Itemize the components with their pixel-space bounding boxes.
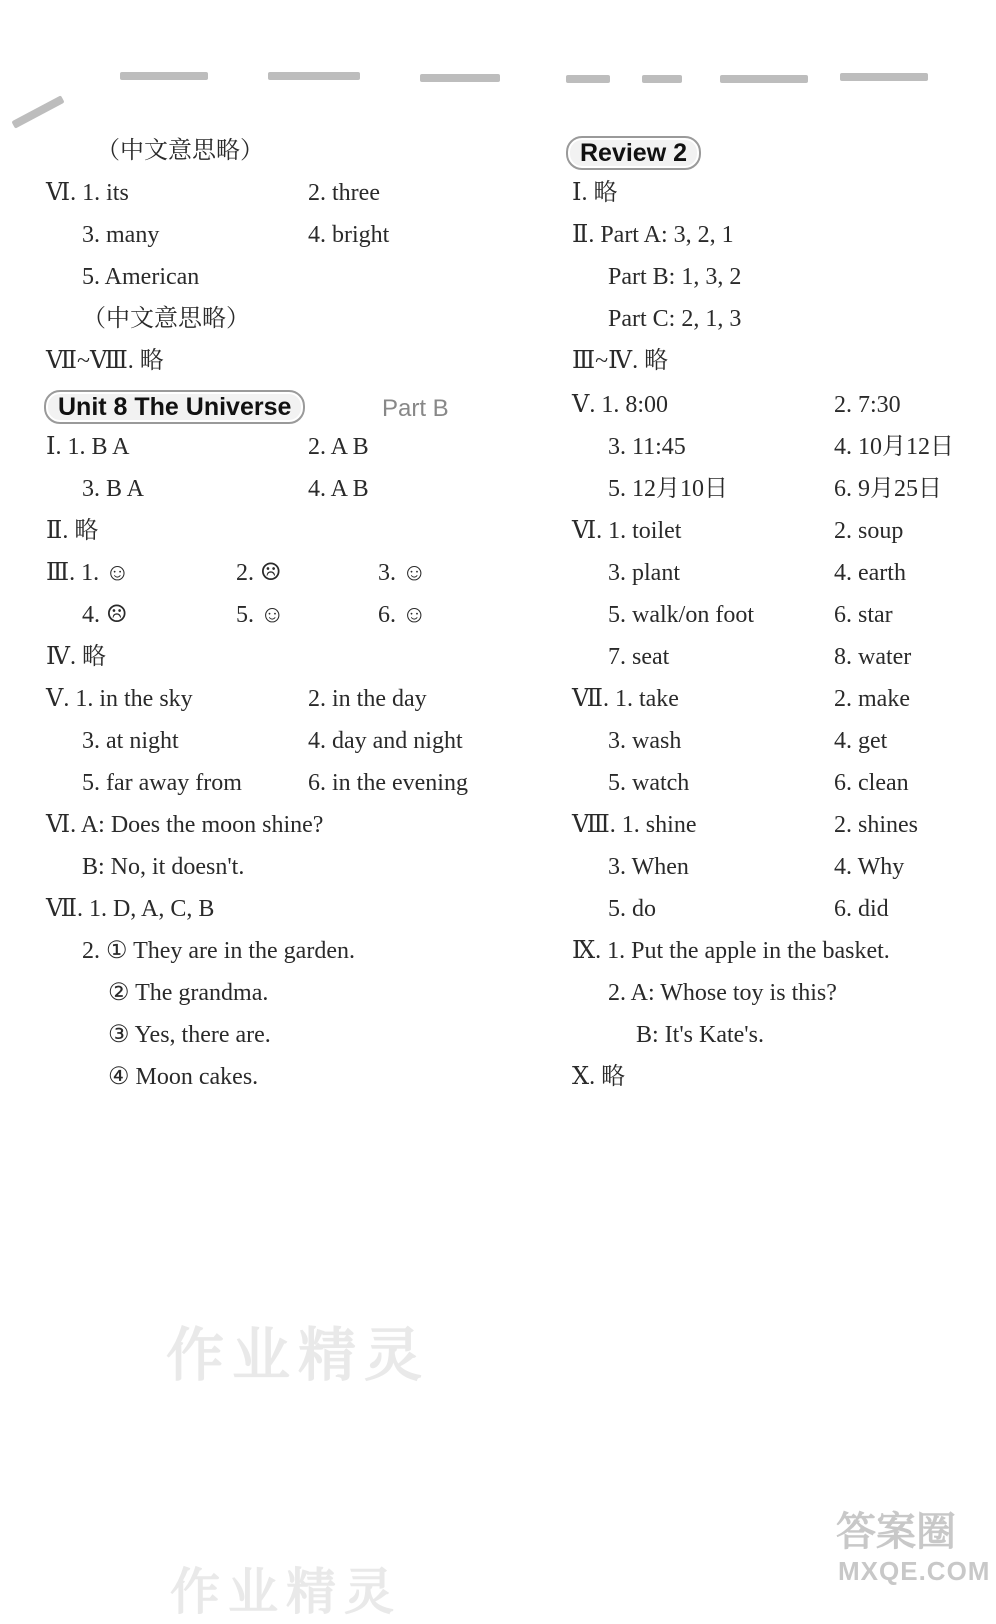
top-corner bbox=[11, 95, 64, 128]
top-border bbox=[840, 73, 928, 81]
answer: 2. make bbox=[834, 686, 910, 712]
answer: 3. plant bbox=[608, 560, 680, 586]
answer: Ⅶ~Ⅷ. 略 bbox=[46, 348, 164, 374]
note-line: （中文意思略） bbox=[96, 138, 264, 164]
answer: ④ Moon cakes. bbox=[108, 1064, 259, 1090]
answer: 2. ☹ bbox=[236, 560, 282, 586]
answer: Ⅲ~Ⅳ. 略 bbox=[572, 348, 669, 374]
answer: 4. A B bbox=[308, 476, 369, 502]
answer: 5. walk/on foot bbox=[608, 602, 754, 628]
watermark: 作业精灵 bbox=[166, 1321, 431, 1389]
answer: Part C: 2, 1, 3 bbox=[608, 306, 742, 332]
answer: 7. seat bbox=[608, 644, 670, 670]
answer: 3. When bbox=[608, 854, 689, 880]
site-url: MXQE.COM bbox=[838, 1556, 991, 1586]
answer: 2. soup bbox=[834, 518, 904, 544]
answer: Ⅳ. 略 bbox=[46, 644, 106, 670]
answer: 5. ☺ bbox=[236, 602, 285, 628]
top-border bbox=[268, 72, 360, 80]
answer: Ⅶ. 1. take bbox=[572, 686, 679, 712]
answer: Ⅴ. 1. in the sky bbox=[46, 686, 193, 712]
top-border bbox=[720, 75, 808, 83]
review-title: Review 2 bbox=[566, 136, 701, 170]
answer: 8. water bbox=[834, 644, 912, 670]
top-border bbox=[642, 75, 682, 83]
answer: 6. 9月25日 bbox=[834, 476, 942, 502]
answer: 3. many bbox=[82, 222, 160, 248]
answer: Ⅱ. Part A: 3, 2, 1 bbox=[572, 222, 734, 248]
answer: Ⅰ. 略 bbox=[572, 180, 618, 206]
answer: Ⅶ. 1. D, A, C, B bbox=[46, 896, 215, 922]
answer: B: It's Kate's. bbox=[636, 1022, 764, 1048]
answer: 5. 12月10日 bbox=[608, 476, 728, 502]
answer: Ⅵ. A: Does the moon shine? bbox=[46, 812, 324, 838]
answer: 4. bright bbox=[308, 222, 390, 248]
unit-title: Unit 8 The Universe bbox=[44, 390, 305, 424]
watermark: 作业精灵 bbox=[170, 1563, 402, 1621]
top-border bbox=[420, 74, 500, 82]
answer: 5. watch bbox=[608, 770, 690, 796]
answer: 5. do bbox=[608, 896, 656, 922]
answer: 6. did bbox=[834, 896, 889, 922]
answer: 2. shines bbox=[834, 812, 918, 838]
site-logo: 答案圈 bbox=[836, 1509, 956, 1555]
answer: 2. 7:30 bbox=[834, 392, 901, 418]
answer: 4. ☹ bbox=[82, 602, 128, 628]
answer: Ⅵ. 1. toilet bbox=[572, 518, 682, 544]
answer: 2. A B bbox=[308, 434, 369, 460]
answer: 4. day and night bbox=[308, 728, 463, 754]
answer: 6. clean bbox=[834, 770, 909, 796]
answer: Ⅷ. 1. shine bbox=[572, 812, 697, 838]
answer: 6. ☺ bbox=[378, 602, 427, 628]
answer: 2. ① They are in the garden. bbox=[82, 938, 355, 964]
answer: Ⅱ. 略 bbox=[46, 518, 99, 544]
answer: ② The grandma. bbox=[108, 980, 269, 1006]
note-line: （中文意思略） bbox=[82, 306, 250, 332]
answer: 2. A: Whose toy is this? bbox=[608, 980, 837, 1006]
answer: 5. far away from bbox=[82, 770, 242, 796]
answer: Part B: 1, 3, 2 bbox=[608, 264, 742, 290]
answer: 5. American bbox=[82, 264, 200, 290]
answer: Ⅴ. 1. 8:00 bbox=[572, 392, 668, 418]
answer: 4. Why bbox=[834, 854, 905, 880]
answer: 4. earth bbox=[834, 560, 906, 586]
unit-part: Part B bbox=[382, 395, 449, 422]
answer: 3. at night bbox=[82, 728, 179, 754]
answer: Ⅸ. 1. Put the apple in the basket. bbox=[572, 938, 890, 964]
top-border bbox=[566, 75, 610, 83]
answer: 2. in the day bbox=[308, 686, 427, 712]
answer: 3. 11:45 bbox=[608, 434, 686, 460]
answer: 3. ☺ bbox=[378, 560, 427, 586]
top-border bbox=[120, 72, 208, 80]
answer: 3. wash bbox=[608, 728, 682, 754]
answer: 4. 10月12日 bbox=[834, 434, 954, 460]
answer: B: No, it doesn't. bbox=[82, 854, 245, 880]
answer: Ⅰ. 1. B A bbox=[46, 434, 130, 460]
answer: 4. get bbox=[834, 728, 888, 754]
answer: 3. B A bbox=[82, 476, 145, 502]
answer: Ⅵ. 1. its bbox=[46, 180, 129, 206]
answer: Ⅹ. 略 bbox=[572, 1064, 626, 1090]
answer: 6. in the evening bbox=[308, 770, 468, 796]
answer: ③ Yes, there are. bbox=[108, 1022, 271, 1048]
answer: 2. three bbox=[308, 180, 380, 206]
answer: Ⅲ. 1. ☺ bbox=[46, 560, 130, 586]
answer: 6. star bbox=[834, 602, 893, 628]
